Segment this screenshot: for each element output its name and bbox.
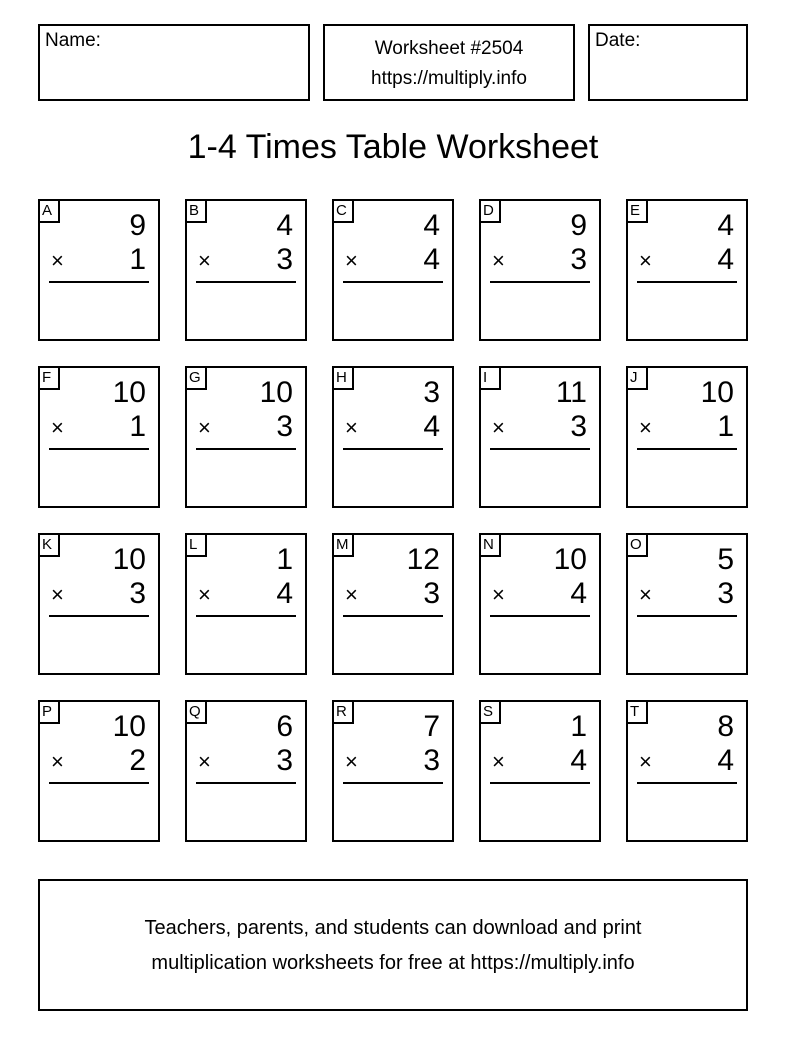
multiplier: 3: [570, 410, 587, 443]
problem-label: J: [628, 368, 648, 390]
multiplier: 3: [717, 577, 734, 610]
footer-line-1: Teachers, parents, and students can download and print: [144, 917, 642, 939]
multiplicand: 10: [700, 376, 734, 409]
multiplicand: 7: [423, 710, 440, 743]
multiplier: 1: [717, 410, 734, 443]
multiplier: 4: [717, 243, 734, 276]
multiplier: 4: [717, 744, 734, 777]
problem-card[interactable]: [185, 199, 307, 341]
problem-card[interactable]: [626, 700, 748, 842]
multiply-sign: ×: [639, 248, 652, 273]
problem-label: I: [481, 368, 501, 390]
multiplicand: 10: [112, 376, 146, 409]
page-title: 1-4 Times Table Worksheet: [187, 128, 599, 166]
multiplier: 1: [129, 243, 146, 276]
answer-line: [343, 782, 443, 784]
multiply-sign: ×: [345, 248, 358, 273]
problem-label: L: [187, 535, 207, 557]
multiply-sign: ×: [639, 749, 652, 774]
problem-label: R: [334, 702, 354, 724]
multiply-sign: ×: [51, 248, 64, 273]
multiplier: 4: [423, 410, 440, 443]
answer-line: [490, 281, 590, 283]
problem-card[interactable]: [332, 366, 454, 508]
problem-card[interactable]: [38, 700, 160, 842]
worksheet-url: https://multiply.info: [371, 68, 527, 89]
multiply-sign: ×: [51, 582, 64, 607]
multiplicand: 10: [112, 710, 146, 743]
multiplicand: 10: [112, 543, 146, 576]
multiply-sign: ×: [345, 415, 358, 440]
answer-line: [490, 782, 590, 784]
problem-card[interactable]: [38, 366, 160, 508]
problem-label: A: [40, 201, 60, 223]
multiplier: 4: [423, 243, 440, 276]
multiply-sign: ×: [51, 415, 64, 440]
problem-label: C: [334, 201, 354, 223]
multiply-sign: ×: [639, 415, 652, 440]
problem-label: M: [334, 535, 354, 557]
problem-card[interactable]: [626, 366, 748, 508]
multiplicand: 1: [570, 710, 587, 743]
answer-line: [490, 615, 590, 617]
answer-line: [196, 615, 296, 617]
problem-card[interactable]: [185, 700, 307, 842]
multiplicand: 6: [276, 710, 293, 743]
problem-card[interactable]: [38, 199, 160, 341]
multiplicand: 3: [423, 376, 440, 409]
multiply-sign: ×: [198, 248, 211, 273]
multiplier: 3: [276, 243, 293, 276]
problem-card[interactable]: [332, 700, 454, 842]
problem-card[interactable]: [185, 533, 307, 675]
problem-label: B: [187, 201, 207, 223]
worksheet-number: Worksheet #2504: [374, 38, 524, 59]
answer-line: [49, 615, 149, 617]
answer-line: [637, 615, 737, 617]
multiply-sign: ×: [492, 248, 505, 273]
multiply-sign: ×: [51, 749, 64, 774]
problem-label: N: [481, 535, 501, 557]
problem-label: P: [40, 702, 60, 724]
problem-card[interactable]: [479, 199, 601, 341]
multiplier: 4: [570, 744, 587, 777]
answer-line: [637, 782, 737, 784]
answer-line: [196, 782, 296, 784]
multiplicand: 10: [259, 376, 293, 409]
multiplicand: 12: [406, 543, 440, 576]
multiply-sign: ×: [639, 582, 652, 607]
multiplicand: 11: [555, 376, 587, 409]
multiply-sign: ×: [492, 749, 505, 774]
problem-label: K: [40, 535, 60, 557]
problem-card[interactable]: [626, 199, 748, 341]
multiply-sign: ×: [345, 749, 358, 774]
footer-line-2: multiplication worksheets for free at https://multiply.info: [151, 952, 635, 974]
multiplicand: 4: [276, 209, 293, 242]
answer-line: [49, 782, 149, 784]
problem-card[interactable]: [185, 366, 307, 508]
problem-card[interactable]: [479, 366, 601, 508]
problem-label: Q: [187, 702, 207, 724]
problem-card[interactable]: [332, 199, 454, 341]
multiplier: 3: [423, 744, 440, 777]
multiplicand: 9: [129, 209, 146, 242]
multiplier: 2: [129, 744, 146, 777]
multiplier: 3: [129, 577, 146, 610]
problem-label: G: [187, 368, 207, 390]
problem-label: F: [40, 368, 60, 390]
multiplicand: 9: [570, 209, 587, 242]
multiplier: 3: [570, 243, 587, 276]
date-label: Date:: [595, 30, 641, 51]
multiplicand: 8: [717, 710, 734, 743]
answer-line: [343, 281, 443, 283]
name-label: Name:: [45, 30, 101, 51]
answer-line: [196, 281, 296, 283]
multiply-sign: ×: [492, 415, 505, 440]
answer-line: [343, 615, 443, 617]
problem-label: S: [481, 702, 501, 724]
problem-card[interactable]: [479, 533, 601, 675]
problem-label: E: [628, 201, 648, 223]
problem-label: T: [628, 702, 648, 724]
footer-box: [38, 879, 748, 1011]
problem-card[interactable]: [38, 533, 160, 675]
multiplier: 1: [129, 410, 146, 443]
answer-line: [637, 448, 737, 450]
multiplicand: 4: [423, 209, 440, 242]
problem-card[interactable]: [332, 533, 454, 675]
answer-line: [637, 281, 737, 283]
answer-line: [490, 448, 590, 450]
problem-label: D: [481, 201, 501, 223]
answer-line: [49, 448, 149, 450]
multiply-sign: ×: [198, 415, 211, 440]
answer-line: [196, 448, 296, 450]
problem-label: O: [628, 535, 648, 557]
multiply-sign: ×: [345, 582, 358, 607]
multiplicand: 5: [717, 543, 734, 576]
answer-line: [343, 448, 443, 450]
multiplier: 3: [423, 577, 440, 610]
multiplier: 3: [276, 410, 293, 443]
multiplier: 3: [276, 744, 293, 777]
problem-label: H: [334, 368, 354, 390]
multiplier: 4: [570, 577, 587, 610]
problem-card[interactable]: [479, 700, 601, 842]
multiply-sign: ×: [492, 582, 505, 607]
answer-line: [49, 281, 149, 283]
multiplicand: 10: [553, 543, 587, 576]
multiply-sign: ×: [198, 749, 211, 774]
multiplicand: 4: [717, 209, 734, 242]
problem-card[interactable]: [626, 533, 748, 675]
multiply-sign: ×: [198, 582, 211, 607]
multiplier: 4: [276, 577, 293, 610]
multiplicand: 1: [276, 543, 293, 576]
